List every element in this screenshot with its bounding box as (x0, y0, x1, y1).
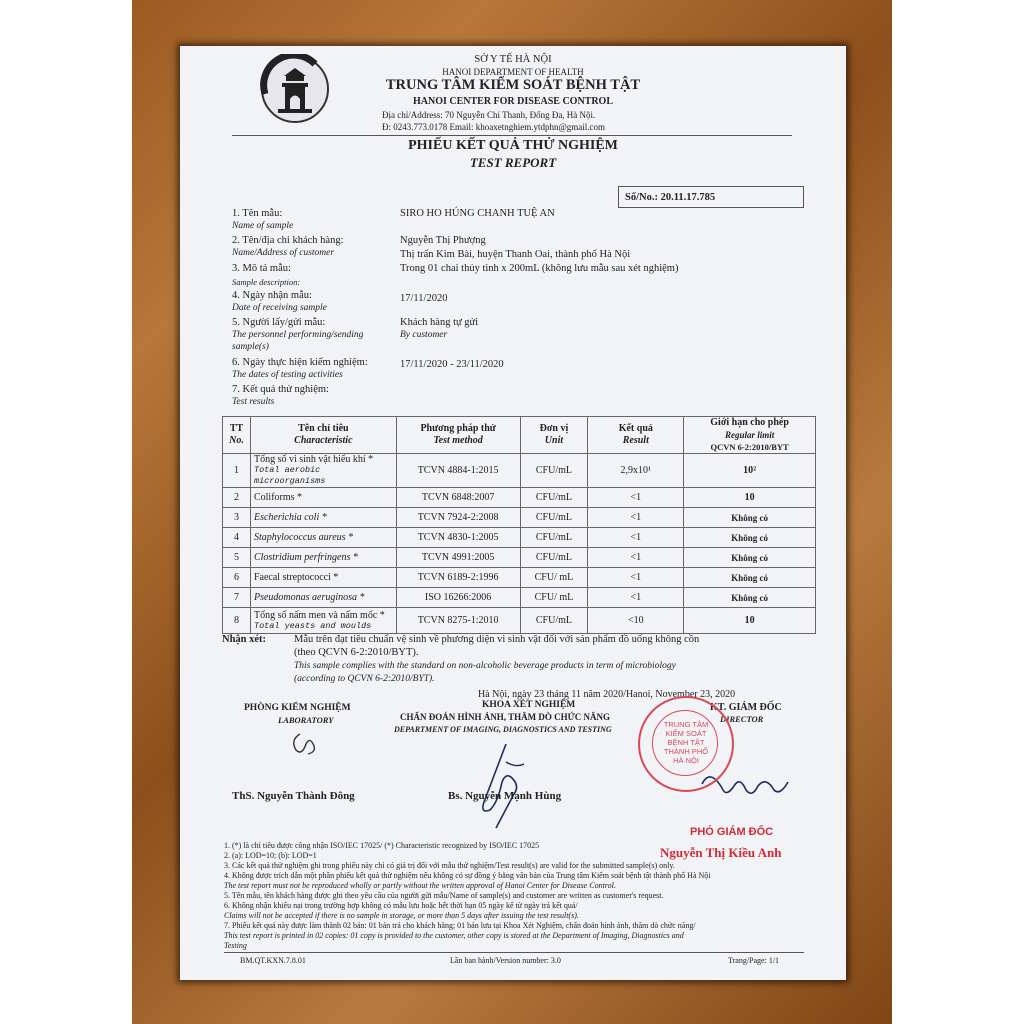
address: Địa chỉ/Address: 70 Nguyễn Chí Thanh, Đống Đa, Hà Nội. (382, 110, 596, 120)
footnote-4-en: The test report must not be reproduced wholly or partly without the written approval of Hanoi Center for Disease Control. (224, 881, 616, 890)
dept-signer: Bs. Nguyễn Mạnh Hùng (448, 790, 562, 802)
col-header-unit: Đơn vị Unit (520, 417, 588, 454)
customer-name: Nguyễn Thị Phượng (400, 235, 486, 246)
footnote-4: 4. Không được trích dẫn một phần phiếu kết quả thử nghiệm nếu không có sự đồng ý bằng văn bản của Trung tâm Kiểm soát bệnh tật thành phố Hà Nội (224, 871, 711, 880)
sample-name: SIRO HO HÚNG CHANH TUỆ AN (400, 208, 555, 219)
remark-label: Nhận xét: (222, 634, 267, 645)
report-title: PHIẾU KẾT QUẢ THỬ NGHIỆM (408, 138, 618, 153)
table-row: 1 Tổng số vi sinh vật hiếu khí * Total aerobic microorganisms TCVN 4884-1:2015 CFU/mL 2,9x10¹ 10² (223, 454, 816, 488)
form-code: BM.QT.KXN.7.8.01 (240, 956, 306, 965)
results-table (222, 416, 816, 634)
remark-en-1: This sample complies with the standard on non-alcoholic beverage products in term of microbiology (294, 661, 676, 671)
field-5-label-en: The personnel performing/sending (232, 330, 364, 340)
director-heading-en: DIRECTOR (720, 714, 764, 724)
sample-description: Trong 01 chai thủy tinh x 200mL (không lưu mẫu sau xét nghiệm) (400, 263, 679, 274)
footnote-5: 5. Tên mẫu, tên khách hàng được ghi theo yêu cầu của người gửi mẫu/Name of sample(s) and customer are written as customer's request. (224, 891, 664, 900)
col-header-result: Kết quả Result (588, 417, 684, 454)
footnote-3: 3. Các kết quả thử nghiệm ghi trong phiếu này chỉ có giá trị đối với mẫu thử nghiệm/Test result(s) are valid for the submitted sample(s) only. (224, 861, 675, 870)
dept-heading-en: DEPARTMENT OF IMAGING, DIAGNOSTICS AND TESTING (394, 725, 612, 734)
testing-dates: 17/11/2020 - 23/11/2020 (400, 359, 504, 370)
col-header-characteristic: Tên chỉ tiêu Characteristic (250, 417, 396, 454)
version-number: Lần ban hành/Version number: 3.0 (450, 956, 561, 965)
field-2-label-en: Name/Address of customer (232, 248, 335, 258)
center-name: TRUNG TÂM KIỂM SOÁT BỆNH TẬT (385, 77, 641, 93)
field-3-label-en: Sample description: (232, 277, 301, 287)
sender-en: By customer (400, 330, 448, 340)
deputy-director-title: PHÓ GIÁM ĐỐC (690, 826, 774, 838)
director-heading: KT. GIÁM ĐỐC (710, 702, 782, 713)
contact: Đ: 0243.773.0178 Email: khoaxetnghiem.ytdphn@gmail.com (382, 122, 606, 132)
lab-signer: ThS. Nguyễn Thành Đông (232, 790, 355, 802)
lab-signature (288, 730, 328, 760)
remark-vi-1: Mẫu trên đạt tiêu chuẩn vệ sinh về phương diện vi sinh vật đối với sản phẩm đồ uống không cồn (294, 634, 700, 645)
field-2-label: 2. Tên/địa chỉ khách hàng: (232, 235, 344, 246)
report-title-en: TEST REPORT (469, 155, 557, 170)
lab-heading: PHÒNG KIỂM NGHIỆM (244, 703, 351, 713)
table-row: 5 Clostridium perfringens * TCVN 4991:2005 CFU/mL <1 Không có (223, 548, 816, 568)
receiving-date: 17/11/2020 (400, 293, 448, 304)
sender: Khách hàng tự gửi (400, 317, 479, 328)
remark-vi-2: (theo QCVN 6-2:2010/BYT). (294, 647, 419, 658)
ministry-name-en: HANOI DEPARTMENT OF HEALTH (442, 67, 584, 77)
footnote-2: 2. (a): LOD=10; (b): LOD=1 (224, 851, 317, 860)
center-name-en: HANOI CENTER FOR DISEASE CONTROL (412, 96, 614, 107)
table-header-row (223, 417, 816, 454)
field-3-label: 3. Mô tả mẫu: (232, 263, 291, 274)
dept-heading: KHOA XÉT NGHIỆM (482, 700, 576, 710)
field-1-label: 1. Tên mẫu: (232, 208, 283, 219)
table-row: 2 Coliforms * TCVN 6848:2007 CFU/mL <1 10 (223, 488, 816, 508)
red-official-stamp: TRUNG TÂM KIỂM SOÁT BỆNH TẬT THÀNH PHỐ HÀ NỘI (638, 696, 734, 792)
dept-signature (476, 742, 546, 832)
document-number: Số/No.: 20.11.17.785 (618, 186, 804, 208)
field-1-label-en: Name of sample (232, 221, 294, 231)
col-header-limit: Giới hạn cho phép Regular limit QCVN 6-2:2010/BYT (684, 417, 816, 454)
field-5-label-en-2: sample(s) (232, 342, 269, 352)
director-signer: Nguyễn Thị Kiều Anh (660, 845, 782, 860)
date-line: Hà Nội, ngày 23 tháng 11 năm 2020/Hanoi, November 23, 2020 (478, 689, 736, 700)
table-row: 7 Pseudomonas aeruginosa * ISO 16266:2006 CFU/ mL <1 Không có (223, 588, 816, 608)
footnote-7: 7. Phiếu kết quả này được làm thành 02 bản: 01 bản trả cho khách hàng; 01 bản lưu tại Khoa Xét Nghiệm, chẩn đoán hình ảnh, thăm dò chức năng/ (224, 921, 696, 930)
field-7-label: 7. Kết quả thử nghiệm: (232, 384, 329, 395)
field-4-label-en: Date of receiving sample (232, 303, 327, 313)
table-row: 6 Faecal streptococci * TCVN 6189-2:1996 CFU/ mL <1 Không có (223, 568, 816, 588)
table-row: 8 Tổng số nấm men và nấm mốc * Total yeasts and moulds TCVN 8275-1:2010 CFU/mL <10 10 (223, 608, 816, 634)
footnote-1: 1. (*) là chỉ tiêu được công nhận ISO/IEC 17025/ (*) Characteristic recognized by ISO/IEC 17025 (224, 841, 540, 850)
page-number: Trang/Page: 1/1 (728, 956, 780, 965)
col-header-method: Phương pháp thử Test method (396, 417, 520, 454)
customer-address: Thị trấn Kim Bài, huyện Thanh Oai, thành phố Hà Nội (400, 249, 631, 260)
field-7-label-en: Test results (232, 397, 275, 407)
footnote-6-en: Claims will not be accepted if there is no sample in storage, or more than 5 days after issuing the test result(s). (224, 911, 579, 920)
table-row: 3 Escherichia coli * TCVN 7924-2:2008 CFU/mL <1 Không có (223, 508, 816, 528)
col-header-no: TT No. (223, 417, 251, 454)
lab-heading-en: LABORATORY (278, 715, 334, 725)
footnote-7-en: This test report is printed in 02 copies: 01 copy is provided to the customer, other copy is stored at the Department of Imaging, Diagnostics and (224, 931, 684, 940)
table-row: 4 Staphylococcus aureus * TCVN 4830-1:2005 CFU/mL <1 Không có (223, 528, 816, 548)
remark-en-2: (according to QCVN 6-2:2010/BYT). (294, 674, 435, 684)
field-6-label-en: The dates of testing activities (232, 370, 343, 380)
footnote-6: 6. Không nhận khiếu nại trong trường hợp không có mẫu lưu hoặc hết thời hạn 05 ngày kể từ ngày trả kết quả/ (224, 901, 578, 910)
footnote-7-en-2: Testing (224, 941, 247, 950)
footer-divider (224, 952, 804, 953)
field-5-label: 5. Người lấy/gửi mẫu: (232, 317, 326, 328)
dept-heading-2: CHẨN ĐOÁN HÌNH ẢNH, THĂM DÒ CHỨC NĂNG (400, 712, 610, 722)
ministry-name: SỞ Y TẾ HÀ NỘI (474, 54, 552, 65)
test-report-document (180, 46, 846, 980)
header-divider (232, 135, 792, 136)
field-6-label: 6. Ngày thực hiện kiểm nghiệm: (232, 357, 368, 368)
field-4-label: 4. Ngày nhận mẫu: (232, 290, 312, 301)
